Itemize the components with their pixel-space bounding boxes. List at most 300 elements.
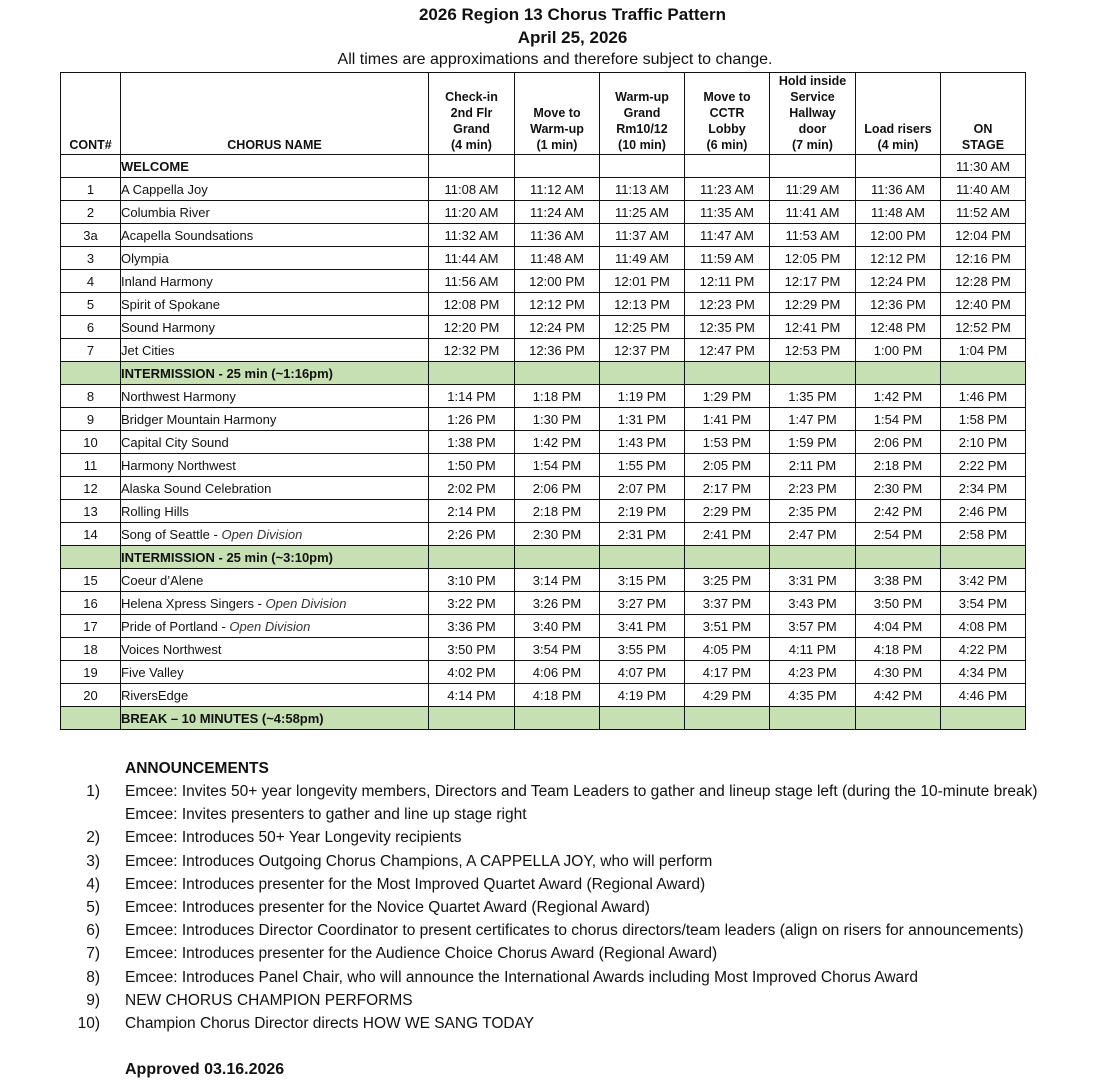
chorus-name-cell xyxy=(121,569,429,592)
column-header-load-risers xyxy=(856,73,941,155)
time-cell-on-stage xyxy=(941,546,1026,569)
time-cell-load-risers: 4:30 PM xyxy=(856,661,941,684)
time-cell-check-in: 4:14 PM xyxy=(429,684,515,707)
time-cell-move-to-lobby: 11:59 AM xyxy=(685,247,770,270)
chorus-name-cell xyxy=(121,270,429,293)
contestant-number: 13 xyxy=(61,500,121,523)
announcement-text: Emcee: Introduces presenter for the Novice Quartet Award (Regional Award) xyxy=(125,899,650,916)
chorus-name-cell xyxy=(121,247,429,270)
column-header-line: (4 min) xyxy=(451,138,492,152)
announcement-number: 4) xyxy=(86,875,100,893)
time-cell-warmup-room xyxy=(600,546,685,569)
time-cell-on-stage: 4:46 PM xyxy=(941,684,1026,707)
table-row xyxy=(61,477,1026,500)
time-cell-warmup-room: 3:15 PM xyxy=(600,569,685,592)
time-cell-on-stage: 11:40 AM xyxy=(941,178,1026,201)
column-header-line: Warm-up xyxy=(615,90,669,104)
time-cell-on-stage: 12:16 PM xyxy=(941,247,1026,270)
chorus-name-cell xyxy=(121,316,429,339)
announcements-heading: ANNOUNCEMENTS xyxy=(125,760,269,777)
contestant-number xyxy=(61,362,121,385)
chorus-name: Bridger Mountain Harmony xyxy=(121,411,277,427)
time-cell-warmup-room: 1:43 PM xyxy=(600,431,685,454)
table-row xyxy=(61,500,1026,523)
column-header-move-to-warmup xyxy=(515,73,600,155)
time-cell-hold-hallway: 11:41 AM xyxy=(770,201,856,224)
time-cell-warmup-room: 11:37 AM xyxy=(600,224,685,247)
column-header-line: door xyxy=(798,122,827,136)
time-cell-hold-hallway: 2:35 PM xyxy=(770,500,856,523)
table-row xyxy=(61,592,1026,615)
contestant-number: 5 xyxy=(61,293,121,316)
time-cell-warmup-room: 3:55 PM xyxy=(600,638,685,661)
time-cell-move-to-lobby: 2:17 PM xyxy=(685,477,770,500)
time-cell-warmup-room: 3:41 PM xyxy=(600,615,685,638)
column-header-line: CHORUS NAME xyxy=(227,138,322,152)
column-header-line: (1 min) xyxy=(536,138,578,152)
time-cell-on-stage xyxy=(941,362,1026,385)
table-row xyxy=(61,178,1026,201)
column-header-line: Move to xyxy=(703,90,751,104)
column-header-line xyxy=(515,73,599,89)
time-cell-move-to-lobby: 11:23 AM xyxy=(685,178,770,201)
chorus-name-cell xyxy=(121,293,429,316)
time-cell-move-to-warmup: 12:36 PM xyxy=(515,339,600,362)
time-cell-hold-hallway: 12:29 PM xyxy=(770,293,856,316)
column-header-hold-hallway xyxy=(770,73,856,155)
column-header-line xyxy=(941,89,1025,105)
time-cell-load-risers xyxy=(856,362,941,385)
contestant-number: 4 xyxy=(61,270,121,293)
time-cell-hold-hallway: 4:23 PM xyxy=(770,661,856,684)
time-cell-move-to-warmup: 4:18 PM xyxy=(515,684,600,707)
time-cell-load-risers: 3:50 PM xyxy=(856,592,941,615)
time-cell-load-risers xyxy=(856,155,941,178)
time-cell-check-in: 3:36 PM xyxy=(429,615,515,638)
time-cell-move-to-lobby xyxy=(685,362,770,385)
time-cell-hold-hallway xyxy=(770,155,856,178)
announcement-number: 3) xyxy=(86,852,100,870)
time-cell-move-to-warmup: 12:12 PM xyxy=(515,293,600,316)
time-cell-hold-hallway: 2:11 PM xyxy=(770,454,856,477)
time-cell-load-risers: 2:06 PM xyxy=(856,431,941,454)
contestant-number: 9 xyxy=(61,408,121,431)
time-cell-warmup-room: 1:55 PM xyxy=(600,454,685,477)
announcement-number: 1) xyxy=(86,783,100,800)
time-cell-hold-hallway: 3:57 PM xyxy=(770,615,856,638)
time-cell-move-to-warmup xyxy=(515,362,600,385)
time-cell-load-risers: 2:54 PM xyxy=(856,523,941,546)
column-header-line: Grand xyxy=(453,122,490,136)
contestant-number: 7 xyxy=(61,339,121,362)
time-cell-move-to-lobby: 3:25 PM xyxy=(685,569,770,592)
chorus-name: Harmony Northwest xyxy=(121,457,236,473)
announcement-number: 8) xyxy=(86,968,100,986)
contestant-number: 17 xyxy=(61,615,121,638)
time-cell-move-to-lobby: 2:05 PM xyxy=(685,454,770,477)
contestant-number: 11 xyxy=(61,454,121,477)
table-row xyxy=(61,523,1026,546)
time-cell-warmup-room: 1:19 PM xyxy=(600,385,685,408)
time-cell-move-to-lobby: 11:35 AM xyxy=(685,201,770,224)
column-header-warmup-room xyxy=(600,73,685,155)
time-cell-load-risers: 3:38 PM xyxy=(856,569,941,592)
time-cell-load-risers: 1:54 PM xyxy=(856,408,941,431)
time-cell-move-to-lobby: 4:29 PM xyxy=(685,684,770,707)
time-cell-move-to-warmup: 1:18 PM xyxy=(515,385,600,408)
chorus-name: RiversEdge xyxy=(121,687,189,703)
chorus-name: A Cappella Joy xyxy=(121,181,208,197)
contestant-number: 2 xyxy=(61,201,121,224)
time-cell-move-to-lobby: 1:41 PM xyxy=(685,408,770,431)
time-cell-move-to-lobby: 3:51 PM xyxy=(685,615,770,638)
chorus-name-cell xyxy=(121,339,429,362)
time-cell-on-stage: 1:58 PM xyxy=(941,408,1026,431)
disclaimer-subtitle: All times are approximations and therefore subject to change. xyxy=(337,51,773,68)
column-header-chorus-name xyxy=(121,73,429,155)
time-cell-check-in: 11:20 AM xyxy=(429,201,515,224)
time-cell-check-in: 4:02 PM xyxy=(429,661,515,684)
time-cell-move-to-warmup: 2:06 PM xyxy=(515,477,600,500)
column-header-line: Rm10/12 xyxy=(616,122,668,136)
column-header-line xyxy=(61,73,120,89)
column-header-line xyxy=(61,121,120,137)
time-cell-on-stage: 12:52 PM xyxy=(941,316,1026,339)
welcome-row xyxy=(61,155,1026,178)
time-cell-check-in: 3:50 PM xyxy=(429,638,515,661)
time-cell-check-in xyxy=(429,155,515,178)
time-cell-check-in xyxy=(429,546,515,569)
table-row xyxy=(61,247,1026,270)
time-cell-warmup-room xyxy=(600,362,685,385)
time-cell-on-stage: 1:04 PM xyxy=(941,339,1026,362)
time-cell-load-risers: 2:18 PM xyxy=(856,454,941,477)
time-cell-on-stage: 2:10 PM xyxy=(941,431,1026,454)
time-cell-hold-hallway xyxy=(770,362,856,385)
time-cell-on-stage: 1:46 PM xyxy=(941,385,1026,408)
time-cell-move-to-lobby: 12:35 PM xyxy=(685,316,770,339)
chorus-name-cell xyxy=(121,684,429,707)
time-cell-on-stage: 11:52 AM xyxy=(941,201,1026,224)
chorus-name: Jet Cities xyxy=(121,342,175,358)
time-cell-warmup-room: 2:31 PM xyxy=(600,523,685,546)
chorus-name-cell xyxy=(121,546,429,569)
time-cell-move-to-warmup: 3:40 PM xyxy=(515,615,600,638)
time-cell-load-risers: 1:42 PM xyxy=(856,385,941,408)
time-cell-check-in xyxy=(429,362,515,385)
time-cell-move-to-lobby: 1:29 PM xyxy=(685,385,770,408)
chorus-name: Columbia River xyxy=(121,204,210,220)
time-cell-hold-hallway: 2:47 PM xyxy=(770,523,856,546)
column-header-move-to-lobby xyxy=(685,73,770,155)
table-row xyxy=(61,339,1026,362)
document-title: 2026 Region 13 Chorus Traffic Pattern xyxy=(418,5,727,24)
contestant-number xyxy=(61,707,121,730)
column-header-line xyxy=(856,89,940,105)
contestant-number: 3 xyxy=(61,247,121,270)
time-cell-move-to-lobby: 4:17 PM xyxy=(685,661,770,684)
chorus-name-cell xyxy=(121,385,429,408)
column-header-line xyxy=(600,73,684,89)
time-cell-move-to-warmup xyxy=(515,707,600,730)
time-cell-warmup-room: 12:01 PM xyxy=(600,270,685,293)
table-row xyxy=(61,385,1026,408)
traffic-pattern-table xyxy=(60,72,1026,730)
contestant-number: 18 xyxy=(61,638,121,661)
column-header-line xyxy=(61,105,120,121)
time-cell-on-stage: 3:54 PM xyxy=(941,592,1026,615)
time-cell-check-in: 12:20 PM xyxy=(429,316,515,339)
section-row xyxy=(61,707,1026,730)
time-cell-move-to-lobby: 12:23 PM xyxy=(685,293,770,316)
chorus-name-cell xyxy=(121,431,429,454)
column-header-line: CONT# xyxy=(69,138,112,152)
announcement-number: 2) xyxy=(86,829,100,847)
time-cell-warmup-room: 11:49 AM xyxy=(600,247,685,270)
time-cell-check-in: 3:10 PM xyxy=(429,569,515,592)
time-cell-load-risers: 4:04 PM xyxy=(856,615,941,638)
time-cell-move-to-lobby xyxy=(685,155,770,178)
division-label: Open Division xyxy=(221,526,303,542)
column-header-line: Service xyxy=(790,90,835,104)
time-cell-load-risers: 2:30 PM xyxy=(856,477,941,500)
time-cell-move-to-warmup: 4:06 PM xyxy=(515,661,600,684)
time-cell-hold-hallway: 12:53 PM xyxy=(770,339,856,362)
chorus-name-cell xyxy=(121,592,429,615)
chorus-name-cell xyxy=(121,615,429,638)
chorus-name: Pride of Portland xyxy=(121,618,218,634)
chorus-name: INTERMISSION - 25 min (~3:10pm) xyxy=(121,549,334,565)
time-cell-move-to-lobby: 1:53 PM xyxy=(685,431,770,454)
time-cell-check-in: 12:32 PM xyxy=(429,339,515,362)
time-cell-move-to-warmup: 3:54 PM xyxy=(515,638,600,661)
column-header-line: Grand xyxy=(623,106,661,120)
time-cell-load-risers: 1:00 PM xyxy=(856,339,941,362)
chorus-name: BREAK – 10 MINUTES (~4:58pm) xyxy=(121,710,324,726)
time-cell-on-stage: 4:22 PM xyxy=(941,638,1026,661)
time-cell-move-to-lobby: 4:05 PM xyxy=(685,638,770,661)
time-cell-move-to-warmup: 1:42 PM xyxy=(515,431,600,454)
table-row xyxy=(61,615,1026,638)
table-row xyxy=(61,201,1026,224)
division-separator: - xyxy=(253,595,266,611)
table-body xyxy=(61,155,1026,730)
column-header-line xyxy=(856,105,940,121)
time-cell-move-to-lobby: 11:47 AM xyxy=(685,224,770,247)
time-cell-hold-hallway xyxy=(770,546,856,569)
time-cell-on-stage: 4:08 PM xyxy=(941,615,1026,638)
time-cell-warmup-room: 11:13 AM xyxy=(600,178,685,201)
time-cell-move-to-warmup: 1:54 PM xyxy=(515,454,600,477)
table-row xyxy=(61,293,1026,316)
column-header-line: (4 min) xyxy=(877,138,919,152)
column-header-line: CCTR xyxy=(709,106,745,120)
column-header-line xyxy=(941,73,1025,89)
time-cell-on-stage xyxy=(941,707,1026,730)
time-cell-move-to-lobby: 3:37 PM xyxy=(685,592,770,615)
time-cell-hold-hallway: 1:35 PM xyxy=(770,385,856,408)
announcement-text: Emcee: Invites 50+ year longevity members, Directors and Team Leaders to gather and lineup stage left (during the 10-minute break) xyxy=(125,783,1038,800)
table-row xyxy=(61,569,1026,592)
time-cell-hold-hallway: 2:23 PM xyxy=(770,477,856,500)
column-header-line: Move to xyxy=(533,106,581,120)
time-cell-warmup-room: 1:31 PM xyxy=(600,408,685,431)
time-cell-move-to-warmup: 3:14 PM xyxy=(515,569,600,592)
announcement-text: Emcee: Introduces Director Coordinator to present certificates to chorus directors/team leaders (align on risers for announcements) xyxy=(125,922,1024,940)
time-cell-hold-hallway: 3:43 PM xyxy=(770,592,856,615)
contestant-number: 3a xyxy=(61,224,121,247)
time-cell-move-to-warmup: 12:24 PM xyxy=(515,316,600,339)
announcement-number: 10) xyxy=(77,1015,100,1032)
time-cell-on-stage: 3:42 PM xyxy=(941,569,1026,592)
time-cell-move-to-warmup: 11:12 AM xyxy=(515,178,600,201)
column-header-line: (7 min) xyxy=(792,138,833,152)
time-cell-move-to-warmup: 1:30 PM xyxy=(515,408,600,431)
table-row xyxy=(61,408,1026,431)
time-cell-move-to-warmup: 2:18 PM xyxy=(515,500,600,523)
contestant-number xyxy=(61,155,121,178)
chorus-name: Spirit of Spokane xyxy=(121,296,221,312)
time-cell-move-to-lobby xyxy=(685,707,770,730)
division-label: Open Division xyxy=(229,618,311,634)
time-cell-hold-hallway: 12:41 PM xyxy=(770,316,856,339)
column-header-line: Check-in xyxy=(445,90,498,104)
time-cell-move-to-warmup: 2:30 PM xyxy=(515,523,600,546)
time-cell-on-stage: 12:40 PM xyxy=(941,293,1026,316)
announcement-text: Emcee: Introduces presenter for the Audience Choice Chorus Award (Regional Award) xyxy=(125,945,718,963)
time-cell-load-risers: 12:00 PM xyxy=(856,224,941,247)
time-cell-on-stage: 12:28 PM xyxy=(941,270,1026,293)
chorus-name: INTERMISSION - 25 min (~1:16pm) xyxy=(121,365,334,381)
chorus-name-cell xyxy=(121,155,429,178)
time-cell-move-to-warmup: 11:36 AM xyxy=(515,224,600,247)
time-cell-load-risers: 12:12 PM xyxy=(856,247,941,270)
contestant-number: 12 xyxy=(61,477,121,500)
time-cell-on-stage: 12:04 PM xyxy=(941,224,1026,247)
division-separator: - xyxy=(217,618,230,634)
time-cell-on-stage: 2:22 PM xyxy=(941,454,1026,477)
time-cell-load-risers xyxy=(856,707,941,730)
time-cell-hold-hallway: 12:05 PM xyxy=(770,247,856,270)
column-header-line xyxy=(429,73,514,89)
time-cell-check-in: 2:14 PM xyxy=(429,500,515,523)
column-header-cont-num xyxy=(61,73,121,155)
time-cell-move-to-lobby: 12:11 PM xyxy=(685,270,770,293)
time-cell-warmup-room: 2:19 PM xyxy=(600,500,685,523)
chorus-name: Inland Harmony xyxy=(121,273,213,289)
chorus-name-cell xyxy=(121,408,429,431)
time-cell-check-in xyxy=(429,707,515,730)
section-row xyxy=(61,546,1026,569)
chorus-name: Rolling Hills xyxy=(121,503,189,519)
chorus-name: Alaska Sound Celebration xyxy=(121,480,272,496)
time-cell-warmup-room: 12:13 PM xyxy=(600,293,685,316)
column-header-line: Hold inside xyxy=(778,74,847,88)
contestant-number xyxy=(61,546,121,569)
section-row xyxy=(61,362,1026,385)
column-header-line xyxy=(121,73,428,89)
table-row xyxy=(61,454,1026,477)
announcement-number: 5) xyxy=(86,899,100,916)
table-row xyxy=(61,638,1026,661)
column-header-line xyxy=(856,73,940,89)
chorus-name-cell xyxy=(121,638,429,661)
time-cell-check-in: 1:38 PM xyxy=(429,431,515,454)
time-cell-load-risers: 12:36 PM xyxy=(856,293,941,316)
announcement-text: Emcee: Introduces presenter for the Most Improved Quartet Award (Regional Award) xyxy=(125,875,706,893)
chorus-name: WELCOME xyxy=(121,158,189,174)
chorus-name-cell xyxy=(121,477,429,500)
column-header-line: Hallway xyxy=(789,106,836,120)
table-row xyxy=(61,270,1026,293)
announcement-text: Emcee: Introduces Outgoing Chorus Champions, A CAPPELLA JOY, who will perform xyxy=(125,852,713,870)
column-header-line: (10 min) xyxy=(618,138,666,152)
time-cell-move-to-warmup xyxy=(515,155,600,178)
time-cell-check-in: 11:56 AM xyxy=(429,270,515,293)
time-cell-on-stage: 2:46 PM xyxy=(941,500,1026,523)
time-cell-check-in: 11:32 AM xyxy=(429,224,515,247)
column-header-line: Warm-up xyxy=(530,122,584,136)
time-cell-on-stage: 2:34 PM xyxy=(941,477,1026,500)
column-header-line: Lobby xyxy=(708,122,746,136)
time-cell-move-to-warmup: 11:48 AM xyxy=(515,247,600,270)
column-header-line: STAGE xyxy=(961,138,1005,152)
time-cell-load-risers: 2:42 PM xyxy=(856,500,941,523)
time-cell-warmup-room: 11:25 AM xyxy=(600,201,685,224)
announcement-text: Emcee: Introduces 50+ Year Longevity recipients xyxy=(125,829,462,847)
table-header-row xyxy=(61,73,1026,155)
time-cell-warmup-room xyxy=(600,707,685,730)
chorus-name: Capital City Sound xyxy=(121,434,229,450)
chorus-name: Northwest Harmony xyxy=(121,388,236,404)
chorus-name-cell xyxy=(121,707,429,730)
column-header-line: (6 min) xyxy=(706,138,748,152)
time-cell-warmup-room xyxy=(600,155,685,178)
time-cell-on-stage: 2:58 PM xyxy=(941,523,1026,546)
time-cell-check-in: 1:14 PM xyxy=(429,385,515,408)
announcement-text: Champion Chorus Director directs HOW WE SANG TODAY xyxy=(125,1015,535,1032)
column-header-line: Load risers xyxy=(864,122,932,136)
contestant-number: 14 xyxy=(61,523,121,546)
time-cell-hold-hallway: 3:31 PM xyxy=(770,569,856,592)
time-cell-move-to-lobby: 12:47 PM xyxy=(685,339,770,362)
chorus-name-cell xyxy=(121,500,429,523)
table-row xyxy=(61,431,1026,454)
announcement-text: Emcee: Introduces Panel Chair, who will announce the International Awards including Most Improved Chorus Award xyxy=(125,968,918,986)
chorus-name: Five Valley xyxy=(121,664,184,680)
chorus-name-cell xyxy=(121,661,429,684)
column-header-line: ON xyxy=(973,122,993,136)
contestant-number: 20 xyxy=(61,684,121,707)
time-cell-check-in: 11:08 AM xyxy=(429,178,515,201)
time-cell-load-risers xyxy=(856,546,941,569)
contestant-number: 15 xyxy=(61,569,121,592)
approval-stamp: Approved 03.16.2026 xyxy=(125,1061,285,1078)
division-separator: - xyxy=(209,526,222,542)
time-cell-move-to-warmup xyxy=(515,546,600,569)
time-cell-move-to-warmup: 3:26 PM xyxy=(515,592,600,615)
time-cell-hold-hallway: 4:35 PM xyxy=(770,684,856,707)
chorus-name: Song of Seattle xyxy=(121,526,210,542)
announcement-number: 9) xyxy=(86,991,100,1009)
time-cell-hold-hallway: 12:17 PM xyxy=(770,270,856,293)
chorus-name: Olympia xyxy=(121,250,169,266)
time-cell-check-in: 1:50 PM xyxy=(429,454,515,477)
time-cell-check-in: 12:08 PM xyxy=(429,293,515,316)
column-header-line xyxy=(941,105,1025,121)
announcement-text: Emcee: Invites presenters to gather and line up stage right xyxy=(125,806,527,824)
contestant-number: 16 xyxy=(61,592,121,615)
